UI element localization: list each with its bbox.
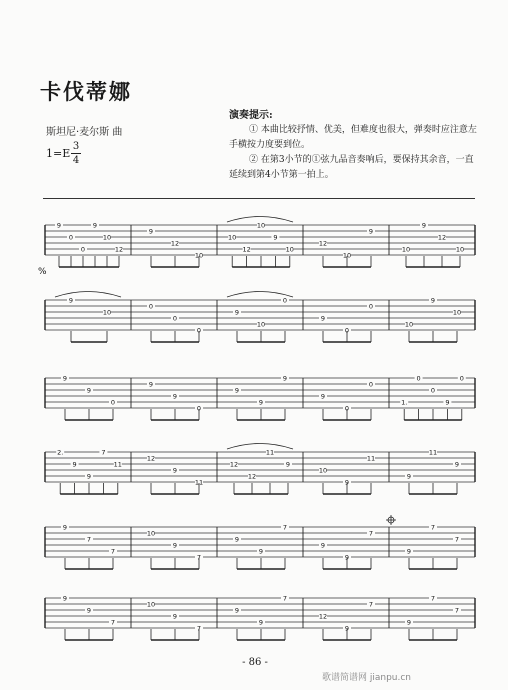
tab-fret-number: 0 xyxy=(110,398,116,407)
tab-fret-number: 0 xyxy=(172,314,178,323)
tab-fret-number: 0 xyxy=(459,374,464,383)
tab-fret-number: 9 xyxy=(68,296,74,305)
tab-fret-number: 11 xyxy=(366,454,376,463)
tab-fret-number: 10 xyxy=(452,308,462,317)
tab-fret-number: 10 xyxy=(102,233,112,242)
tab-fret-number: 9 xyxy=(273,233,278,242)
tab-fret-number: 9 xyxy=(172,466,178,475)
tab-fret-number: 9 xyxy=(320,392,326,401)
tab-fret-number: 10 xyxy=(256,221,266,230)
tab-fret-number: 9 xyxy=(234,386,240,395)
tab-fret-number: 9 xyxy=(320,314,326,323)
tab-fret-number: 10 xyxy=(318,466,328,475)
tab-fret-number: 10 xyxy=(256,320,266,329)
tab-fret-number: 0 xyxy=(368,302,374,311)
tab-fret-number: 0 xyxy=(344,326,350,335)
tab-fret-number: 9 xyxy=(344,553,350,562)
tab-fret-number: 9 xyxy=(282,374,288,383)
tab-fret-number: 0 xyxy=(68,233,74,242)
tab-fret-number: 7 xyxy=(430,523,436,532)
tab-fret-number: 9 xyxy=(86,386,92,395)
tab-fret-number: 9 xyxy=(320,541,326,550)
tab-fret-number: 9 xyxy=(86,606,92,615)
composer-credit: 斯坦尼·麦尔斯 曲 xyxy=(46,127,123,138)
tab-fret-number: 7 xyxy=(430,594,436,603)
tab-fret-number: 9 xyxy=(86,472,92,481)
tab-fret-number: 9 xyxy=(56,221,62,230)
song-title: 卡伐蒂娜 xyxy=(40,79,132,104)
tab-fret-number: 9 xyxy=(172,612,178,621)
tab-fret-number: 9 xyxy=(62,374,68,383)
tab-fret-number: 0 xyxy=(416,374,421,383)
tab-fret-number: 9 xyxy=(258,398,264,407)
tab-fret-number: 9 xyxy=(368,227,374,236)
tab-fret-number: 9 xyxy=(406,618,412,627)
tab-fret-number: 7 xyxy=(110,618,116,627)
tab-fret-number: 11 xyxy=(113,460,122,469)
tab-fret-number: 7 xyxy=(196,624,202,633)
tab-fret-number: 7 xyxy=(110,547,116,556)
tab-fret-number: 0 xyxy=(368,380,374,389)
tab-fret-number: 9 xyxy=(234,308,240,317)
tips-heading: 演奏提示: xyxy=(229,110,273,121)
site-watermark: 歌谱简谱网 jianpu.cn xyxy=(322,673,412,683)
tab-fret-number: 9 xyxy=(454,460,460,469)
tab-fret-number: 12 xyxy=(242,245,251,254)
tab-fret-number: 12 xyxy=(318,239,328,248)
tab-fret-number: 0 xyxy=(196,326,202,335)
tab-fret-number: 9 xyxy=(148,227,154,236)
tab-fret-number: 11 xyxy=(265,448,275,457)
tab-fret-number: 12 xyxy=(247,472,257,481)
tab-fret-number: 12 xyxy=(229,460,239,469)
tab-fret-number: 10 xyxy=(102,308,112,317)
tab-fret-number: 7 xyxy=(101,448,106,457)
tab-fret-number: 2. xyxy=(57,448,64,457)
tab-fret-number: 9 xyxy=(258,618,264,627)
tab-fret-number: 12 xyxy=(318,612,328,621)
slur-arc xyxy=(55,292,121,298)
page-number: - 86 - xyxy=(242,657,268,668)
tab-fret-number: 9 xyxy=(406,547,412,556)
tab-fret-number: 10 xyxy=(228,233,237,242)
tab-fret-number: 10 xyxy=(455,245,465,254)
tab-fret-number: 10 xyxy=(146,529,156,538)
tab-fret-number: 12 xyxy=(170,239,180,248)
tab-fret-number: 7 xyxy=(282,523,288,532)
tab-fret-number: 7 xyxy=(454,535,460,544)
tab-fret-number: 7 xyxy=(86,535,92,544)
tab-fret-number: 9 xyxy=(72,460,77,469)
tab-fret-number: 10 xyxy=(146,600,156,609)
tab-fret-number: 10 xyxy=(342,251,352,260)
tab-fret-number: 7 xyxy=(368,600,374,609)
tab-fret-number: 7 xyxy=(368,529,374,538)
tab-fret-number: 7 xyxy=(454,606,460,615)
tab-fret-number: 10 xyxy=(401,245,411,254)
tab-fret-number: 9 xyxy=(62,523,68,532)
tab-fret-number: 0 xyxy=(344,404,350,413)
tab-fret-number: 9 xyxy=(258,547,264,556)
tab-fret-number: 1. xyxy=(401,398,408,407)
time-signature-numerator: 3 xyxy=(72,141,80,152)
tab-fret-number: 9 xyxy=(445,398,450,407)
tab-fret-number: 0 xyxy=(282,296,288,305)
tab-fret-number: 9 xyxy=(172,392,178,401)
tab-fret-number: 9 xyxy=(421,221,427,230)
tab-fret-number: 9 xyxy=(234,606,240,615)
tab-fret-number: 9 xyxy=(430,296,436,305)
tab-fret-number: 0 xyxy=(430,386,436,395)
tab-fret-number: 7 xyxy=(196,553,202,562)
tab-fret-number: 12 xyxy=(437,233,447,242)
segno-sign: % xyxy=(38,267,47,277)
tab-fret-number: 12 xyxy=(114,245,124,254)
tab-fret-number: 10 xyxy=(285,245,294,254)
tab-fret-number: 9 xyxy=(344,624,350,633)
time-signature-denominator: 4 xyxy=(72,155,80,166)
tab-fret-number: 9 xyxy=(285,460,291,469)
tab-fret-number: 0 xyxy=(196,404,202,413)
tab-fret-number: 9 xyxy=(148,380,154,389)
tab-fret-number: 11 xyxy=(428,448,438,457)
tab-fret-number: 0 xyxy=(80,245,86,254)
tab-fret-number: 9 xyxy=(172,541,178,550)
tab-fret-number: 9 xyxy=(62,594,68,603)
tab-fret-number: 9 xyxy=(92,221,98,230)
tab-fret-number: 9 xyxy=(406,472,412,481)
tab-fret-number: 10 xyxy=(404,320,414,329)
tip-item-2: ② 在第3小节的①弦九品音奏响后，要保持其余音，一直延续到第4小节第一拍上。 xyxy=(229,155,474,180)
tip-item-1: ① 本曲比较抒情、优美，但难度也很大，弹奏时应注意左手横按力度要到位。 xyxy=(229,125,477,150)
slur-arc xyxy=(227,444,293,450)
tab-fret-number: 9 xyxy=(344,478,350,487)
tab-fret-number: 0 xyxy=(148,302,154,311)
tab-fret-number: 10 xyxy=(194,251,204,260)
tab-fret-number: 11 xyxy=(194,478,204,487)
tab-fret-number: 9 xyxy=(234,535,240,544)
tab-fret-number: 12 xyxy=(146,454,156,463)
tab-fret-number: 7 xyxy=(282,594,288,603)
key-signature: 1=E xyxy=(46,147,71,160)
